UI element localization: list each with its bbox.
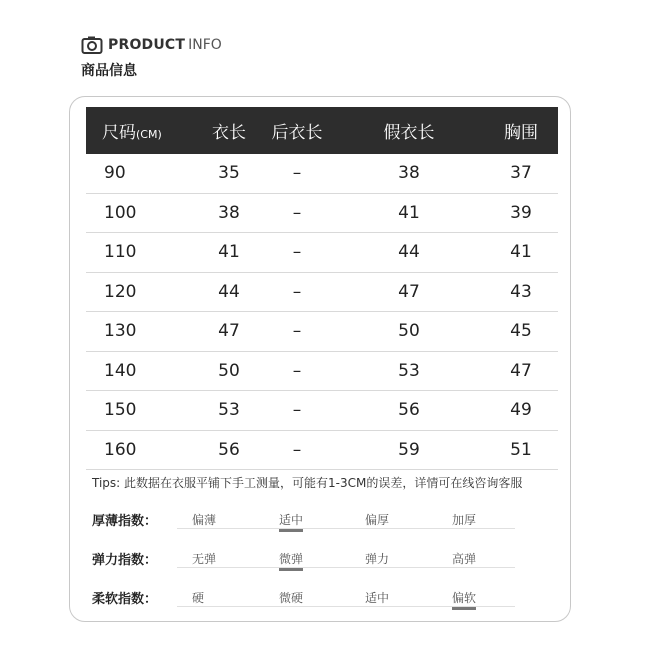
table-cell: 51 bbox=[510, 439, 532, 460]
header-cell-length: 衣长 bbox=[212, 123, 246, 143]
header-cell-fake-length: 假衣长 bbox=[383, 123, 435, 143]
table-cell: 43 bbox=[510, 281, 532, 302]
table-cell: 41 bbox=[398, 202, 420, 223]
attribute-divider bbox=[177, 528, 515, 529]
table-cell: 47 bbox=[218, 321, 240, 342]
table-row bbox=[86, 391, 558, 431]
table-row bbox=[86, 312, 558, 352]
table-cell: 37 bbox=[510, 163, 532, 184]
header-cell-chest: 胸围 bbox=[504, 123, 538, 143]
table-row bbox=[86, 233, 558, 273]
table-cell: 120 bbox=[104, 281, 137, 302]
table-cell: 44 bbox=[398, 242, 420, 263]
table-cell: 39 bbox=[510, 202, 532, 223]
attribute-list bbox=[92, 507, 522, 624]
header-title-strong: PRODUCT bbox=[108, 37, 186, 53]
attribute-option: 微硬 bbox=[279, 591, 304, 605]
table-row bbox=[86, 431, 558, 471]
size-table bbox=[86, 107, 558, 470]
attribute-divider bbox=[177, 567, 515, 568]
table-cell: 38 bbox=[218, 202, 240, 223]
table-cell: – bbox=[292, 439, 302, 460]
table-cell: 90 bbox=[104, 163, 126, 184]
table-cell: – bbox=[292, 400, 302, 421]
attribute-option: 加厚 bbox=[452, 513, 477, 527]
table-cell: 140 bbox=[104, 360, 137, 381]
product-info-header bbox=[81, 33, 222, 80]
camera-icon bbox=[81, 35, 103, 55]
attribute-option: 无弹 bbox=[192, 552, 217, 566]
attribute-row bbox=[92, 585, 522, 624]
table-cell: 41 bbox=[218, 242, 240, 263]
header-cell-back-length: 后衣长 bbox=[271, 123, 323, 143]
table-cell: 50 bbox=[398, 321, 420, 342]
table-cell: 150 bbox=[104, 400, 137, 421]
table-cell: 130 bbox=[104, 321, 137, 342]
table-cell: 56 bbox=[218, 439, 240, 460]
table-cell: 50 bbox=[218, 360, 240, 381]
attribute-label: 厚薄指数： bbox=[92, 514, 158, 529]
attribute-row bbox=[92, 507, 522, 546]
table-cell: 100 bbox=[104, 202, 137, 223]
attribute-option: 硬 bbox=[192, 591, 205, 605]
header-cell-size bbox=[86, 118, 198, 143]
table-cell: 53 bbox=[398, 360, 420, 381]
table-cell: 45 bbox=[510, 321, 532, 342]
attribute-option: 偏厚 bbox=[365, 513, 390, 527]
attribute-option: 高弹 bbox=[452, 552, 477, 566]
tips-note: Tips: 此数据在衣服平铺下手工测量，可能有1-3CM的误差，详情可在线咨询客服 bbox=[92, 476, 523, 490]
table-cell: 47 bbox=[510, 360, 532, 381]
table-cell: 44 bbox=[218, 281, 240, 302]
header-unit: (CM) bbox=[136, 128, 162, 141]
table-cell: 35 bbox=[218, 163, 240, 184]
header-title-light: INFO bbox=[188, 37, 222, 53]
attribute-option: 偏薄 bbox=[192, 513, 217, 527]
table-cell: 160 bbox=[104, 439, 137, 460]
table-cell: – bbox=[292, 360, 302, 381]
table-cell: 59 bbox=[398, 439, 420, 460]
table-cell: – bbox=[292, 321, 302, 342]
header-subtitle: 商品信息 bbox=[81, 63, 137, 79]
table-cell: – bbox=[292, 281, 302, 302]
table-cell: 49 bbox=[510, 400, 532, 421]
attribute-option-selected: 适中 bbox=[279, 513, 304, 527]
table-cell: – bbox=[292, 163, 302, 184]
table-cell: – bbox=[292, 242, 302, 263]
attribute-option-selected: 偏软 bbox=[452, 591, 477, 605]
table-header bbox=[86, 107, 558, 154]
table-cell: 53 bbox=[218, 400, 240, 421]
table-cell: 38 bbox=[398, 163, 420, 184]
attribute-option: 适中 bbox=[365, 591, 390, 605]
header-size-label: 尺码 bbox=[102, 123, 136, 143]
attribute-option-selected: 微弹 bbox=[279, 552, 304, 566]
attribute-option: 弹力 bbox=[365, 552, 390, 566]
table-cell: 41 bbox=[510, 242, 532, 263]
table-row bbox=[86, 154, 558, 194]
table-row bbox=[86, 194, 558, 234]
table-body bbox=[86, 154, 558, 470]
attribute-row bbox=[92, 546, 522, 585]
table-cell: 47 bbox=[398, 281, 420, 302]
table-cell: 110 bbox=[104, 242, 137, 263]
table-cell: – bbox=[292, 202, 302, 223]
attribute-label: 柔软指数： bbox=[92, 592, 158, 607]
table-row bbox=[86, 273, 558, 313]
table-cell: 56 bbox=[398, 400, 420, 421]
attribute-label: 弹力指数： bbox=[92, 553, 158, 568]
table-row bbox=[86, 352, 558, 392]
